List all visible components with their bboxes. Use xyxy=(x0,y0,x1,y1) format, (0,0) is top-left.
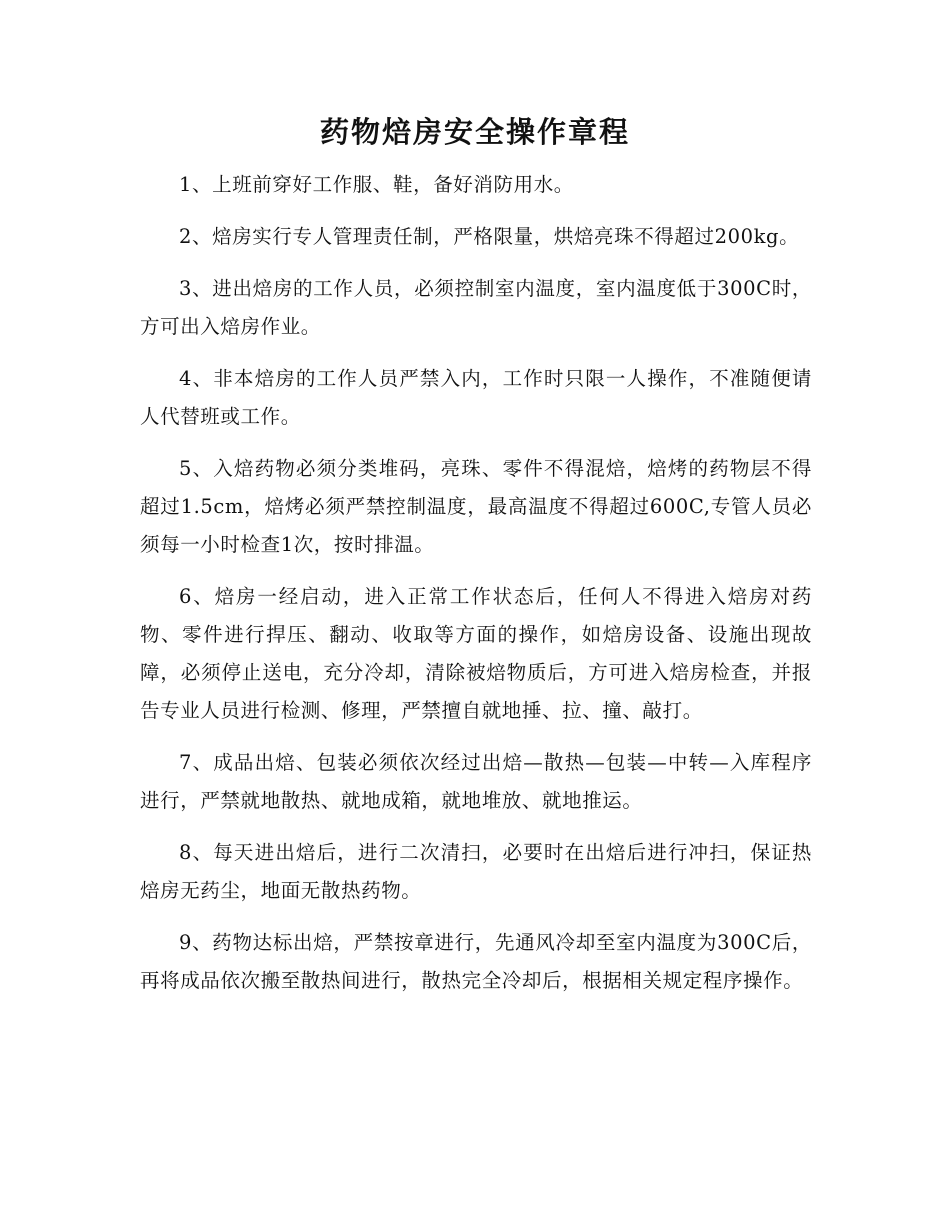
paragraph-7: 7、成品出焙、包装必须依次经过出焙—散热—包装—中转—入库程序进行，严禁就地散热、就地成箱，就地堆放、就地推运。 xyxy=(140,751,812,812)
document-body xyxy=(140,166,812,1014)
paragraph-1: 1、上班前穿好工作服、鞋，备好消防用水。 xyxy=(179,173,574,196)
paragraph-4: 4、非本焙房的工作人员严禁入内，工作时只限一人操作，不准随便请人代替班或工作。 xyxy=(140,367,812,428)
paragraph-9: 9、药物达标出焙，严禁按章进行，先通风冷却至室内温度为300C后，再将成品依次搬至散热间进行，散热完全冷却后，根据相关规定程序操作。 xyxy=(140,931,812,992)
document-title: 药物焙房安全操作章程 xyxy=(319,115,630,149)
paragraph-6: 6、焙房一经启动，进入正常工作状态后，任何人不得进入焙房对药物、零件进行捍压、翻动、收取等方面的操作，如焙房设备、设施出现故障，必须停止送电，充分冷却，清除被焙物质后，方可进入焙房检查，并报告专业人员进行检测、修理，严禁擅自就地捶、拉、撞、敲打。 xyxy=(140,585,812,722)
paragraph-8: 8、每天进出焙后，进行二次清扫，必要时在出焙后进行冲扫，保证热焙房无药尘，地面无散热药物。 xyxy=(140,841,812,902)
paragraph-5: 5、入焙药物必须分类堆码，亮珠、零件不得混焙，焙烤的药物层不得超过1.5cm，焙烤必须严禁控制温度，最高温度不得超过600C,专管人员必须每一小时检查1次，按时排温。 xyxy=(140,457,812,556)
paragraph-2: 2、焙房实行专人管理责任制，严格限量，烘焙亮珠不得超过200kg。 xyxy=(179,225,800,248)
paragraph-3: 3、进出焙房的工作人员，必须控制室内温度，室内温度低于300C时，方可出入焙房作业。 xyxy=(140,277,812,338)
